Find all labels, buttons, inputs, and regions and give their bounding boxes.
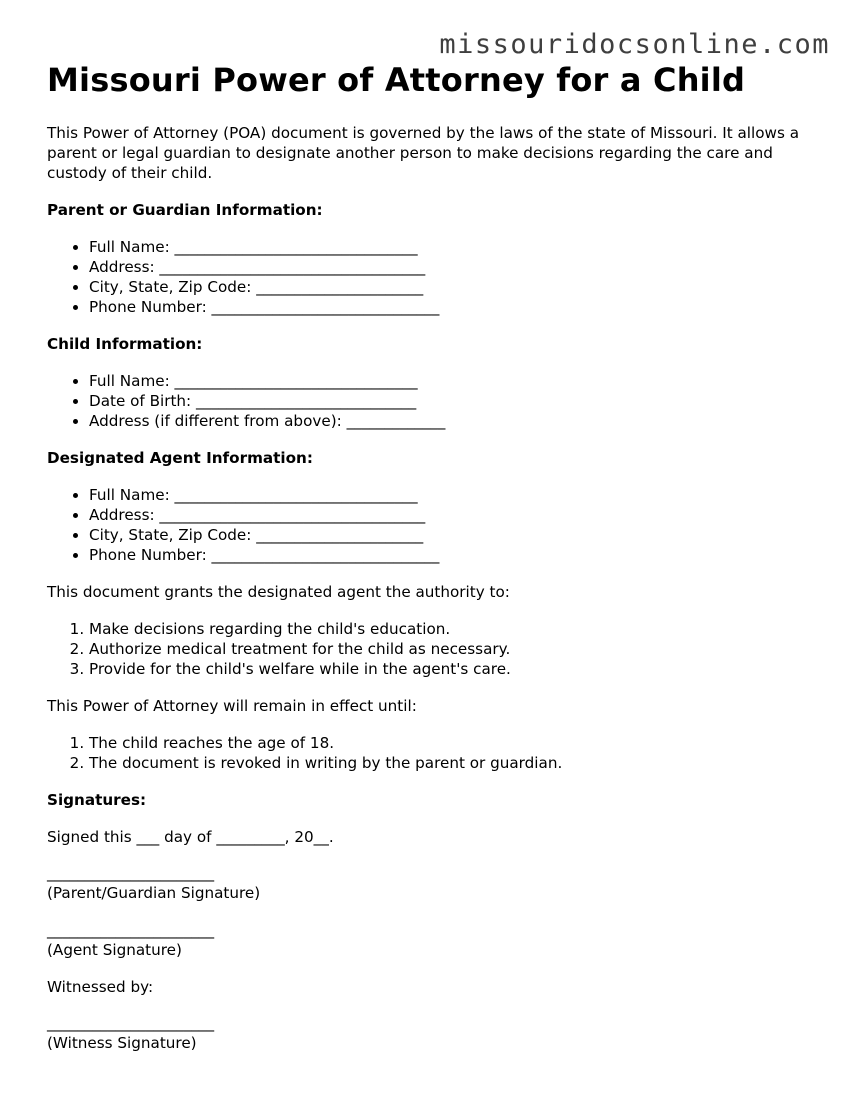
witness-signature-block	[47, 1013, 827, 1053]
agent-city-state-zip-field: • City, State, Zip Code: ______________________	[89, 525, 827, 545]
child-fields-list	[47, 371, 827, 431]
authority-list	[47, 619, 827, 679]
parent-section-heading: Parent or Guardian Information:	[47, 201, 323, 219]
duration-item: 2. The document is revoked in writing by the parent or guardian.	[89, 753, 827, 773]
child-address-field: • Address (if different from above): _____________	[89, 411, 827, 431]
parent-city-state-zip-field: • City, State, Zip Code: ______________________	[89, 277, 827, 297]
witnessed-by-label: Witnessed by:	[47, 978, 154, 996]
authority-item: 2. Authorize medical treatment for the child as necessary.	[89, 639, 827, 659]
child-dob-field: • Date of Birth: _____________________________	[89, 391, 827, 411]
child-full-name-field: • Full Name: ________________________________	[89, 371, 827, 391]
authority-intro: This document grants the designated agent the authority to:	[47, 583, 510, 601]
document-title: Missouri Power of Attorney for a Child	[47, 61, 746, 99]
duration-list	[47, 733, 827, 773]
agent-signature-label: (Agent Signature)	[47, 941, 182, 959]
agent-section-heading: Designated Agent Information:	[47, 449, 313, 467]
parent-signature-line: ______________________	[47, 864, 215, 882]
intro-paragraph: This Power of Attorney (POA) document is governed by the laws of the state of Missouri. It allows a parent or legal guardian to designate another person to make decisions regarding the care and custody of their child.	[47, 124, 800, 182]
signed-date-line: Signed this ___ day of _________, 20__.	[47, 828, 334, 846]
signatures-heading: Signatures:	[47, 791, 147, 809]
authority-item: 1. Make decisions regarding the child's education.	[89, 619, 827, 639]
agent-signature-line: ______________________	[47, 921, 215, 939]
agent-address-field: • Address: ___________________________________	[89, 505, 827, 525]
parent-full-name-field: • Full Name: ________________________________	[89, 237, 827, 257]
parent-signature-block	[47, 863, 827, 903]
agent-phone-field: • Phone Number: ______________________________	[89, 545, 827, 565]
child-section-heading: Child Information:	[47, 335, 203, 353]
parent-signature-label: (Parent/Guardian Signature)	[47, 884, 261, 902]
parent-address-field: • Address: ___________________________________	[89, 257, 827, 277]
agent-full-name-field: • Full Name: ________________________________	[89, 485, 827, 505]
site-watermark: missouridocsonline.com	[439, 29, 830, 60]
witness-signature-line: ______________________	[47, 1014, 215, 1032]
parent-phone-field: • Phone Number: ______________________________	[89, 297, 827, 317]
duration-item: 1. The child reaches the age of 18.	[89, 733, 827, 753]
duration-intro: This Power of Attorney will remain in effect until:	[47, 697, 417, 715]
parent-fields-list	[47, 237, 827, 317]
document-page	[47, 60, 827, 1053]
authority-item: 3. Provide for the child's welfare while in the agent's care.	[89, 659, 827, 679]
witness-signature-label: (Witness Signature)	[47, 1034, 197, 1052]
agent-signature-block	[47, 920, 827, 960]
agent-fields-list	[47, 485, 827, 565]
